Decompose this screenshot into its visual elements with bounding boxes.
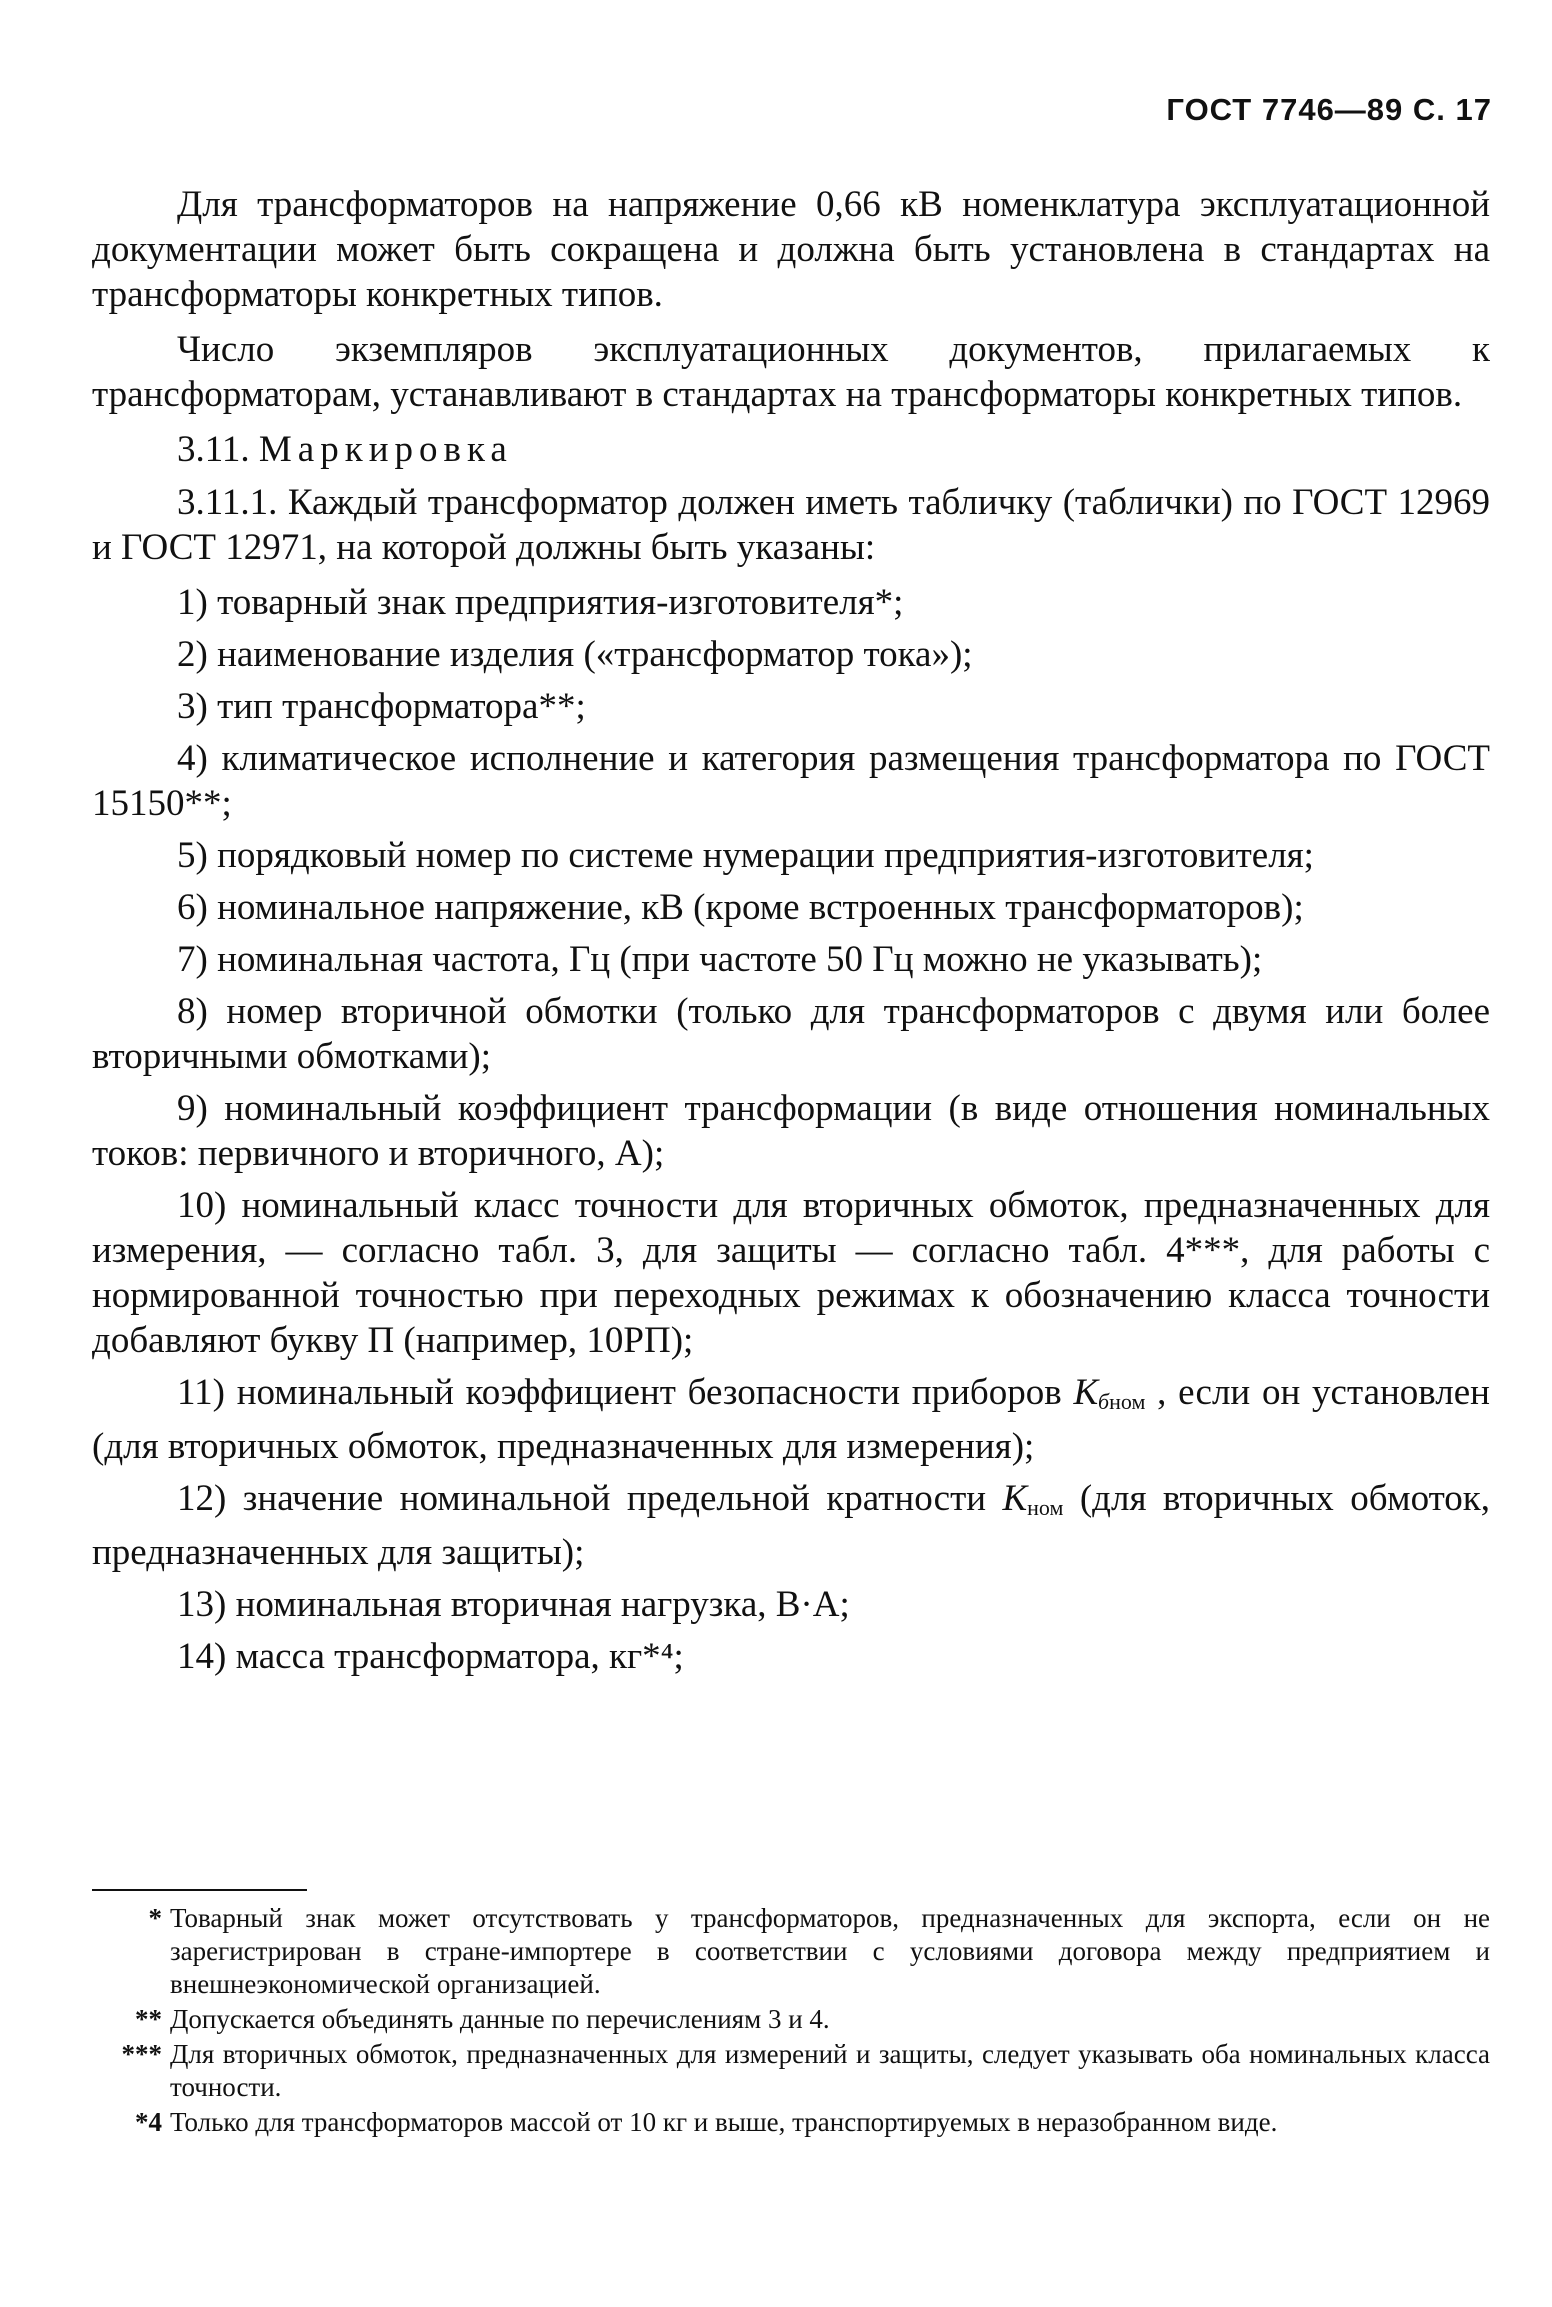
list-item-1: 1) товарный знак предприятия-изготовителя*; <box>177 582 904 623</box>
footnote-4-mark: *4 <box>135 2107 162 2137</box>
list-item-2: 2) наименование изделия («трансформатор тока»); <box>177 634 973 675</box>
list-item-11-lead: 11) номинальный коэффициент безопасности приборов <box>177 1372 1074 1413</box>
footnote-2-text: Допускается объединять данные по перечислениям 3 и 4. <box>170 2004 830 2034</box>
footnote-2-mark: ** <box>135 2004 162 2034</box>
list-item-5: 5) порядковый номер по системе нумерации предприятия-изготовителя; <box>177 835 1314 876</box>
section-title: Маркировка <box>258 429 513 470</box>
footnote-divider <box>92 1889 307 1891</box>
footnote-3-text: Для вторичных обмоток, предназначенных для измерений и защиты, следует указывать оба номинальных класса точности. <box>170 2039 1490 2102</box>
footnote-1-text: Товарный знак может отсутствовать у трансформаторов, предназначенных для экспорта, если он не зарегистрирован в стране-импортере в соответствии с условиями договора между предприятием и внешнеэкономической организацией. <box>170 1903 1490 1999</box>
clause-intro: 3.11.1. Каждый трансформатор должен иметь табличку (таблички) по ГОСТ 12969 и ГОСТ 12971, на которой должны быть указаны: <box>92 482 1490 568</box>
section-number: 3.11. <box>177 429 250 470</box>
list-item-3: 3) тип трансформатора**; <box>177 686 586 727</box>
footnote-4-text: Только для трансформаторов массой от 10 кг и выше, транспортируемых в неразобранном виде. <box>170 2107 1278 2137</box>
safety-factor-subscript: б <box>1098 1389 1110 1414</box>
footnote-4 <box>92 2106 1490 2139</box>
limit-factor-subscript: ном <box>1027 1495 1064 1520</box>
list-item-12-tail: (для вторичных обмоток, предназначенных для защиты); <box>92 1478 1490 1573</box>
footnote-3 <box>92 2038 1490 2104</box>
list-item-11-tail: , если он установлен (для вторичных обмоток, предназначенных для измерения); <box>92 1372 1490 1467</box>
paragraph-copies: Число экземпляров эксплуатационных документов, прилагаемых к трансформаторам, устанавливают в стандартах на трансформаторы конкретных типов. <box>92 329 1490 415</box>
list-item-13: 13) номинальная вторичная нагрузка, В·А; <box>177 1584 850 1625</box>
limit-factor-symbol: К <box>1002 1478 1028 1519</box>
list-item-4: 4) климатическое исполнение и категория размещения трансформатора по ГОСТ 15150**; <box>92 738 1490 824</box>
footnotes <box>92 1902 1490 2141</box>
list-item-8: 8) номер вторичной обмотки (только для трансформаторов с двумя или более вторичными обмотками); <box>92 991 1490 1077</box>
safety-factor-symbol: К <box>1073 1372 1099 1413</box>
list-item-7: 7) номинальная частота, Гц (при частоте 50 Гц можно не указывать); <box>177 939 1263 980</box>
list-item-6: 6) номинальное напряжение, кВ (кроме встроенных трансформаторов); <box>177 887 1304 928</box>
list-item-10: 10) номинальный класс точности для вторичных обмоток, предназначенных для измерения, — согласно табл. 3, для защиты — согласно табл. 4***, для работы с нормированной точностью при переходных режимах к обозначению класса точности добавляют букву П (например, 10РП); <box>92 1185 1490 1361</box>
section-heading <box>92 427 1490 472</box>
document-body <box>92 182 1490 1686</box>
footnote-3-mark: *** <box>121 2039 162 2069</box>
footnote-1-mark: * <box>148 1903 162 1933</box>
list-item-12 <box>92 1476 1490 1575</box>
footnote-1 <box>92 1902 1490 2001</box>
list-item-14: 14) масса трансформатора, кг*⁴; <box>177 1636 684 1677</box>
page-header: ГОСТ 7746—89 С. 17 <box>1166 92 1492 127</box>
list-item-11 <box>92 1370 1490 1469</box>
footnote-2 <box>92 2003 1490 2036</box>
list-item-12-lead: 12) значение номинальной предельной кратности <box>177 1478 1003 1519</box>
list-item-9: 9) номинальный коэффициент трансформации (в виде отношения номинальных токов: первичного и вторичного, А); <box>92 1088 1490 1174</box>
safety-factor-subscript-nom: ном <box>1109 1389 1146 1414</box>
paragraph-nomenclature: Для трансформаторов на напряжение 0,66 кВ номенклатура эксплуатационной документации может быть сокращена и должна быть установлена в стандартах на трансформаторы конкретных типов. <box>92 184 1490 315</box>
